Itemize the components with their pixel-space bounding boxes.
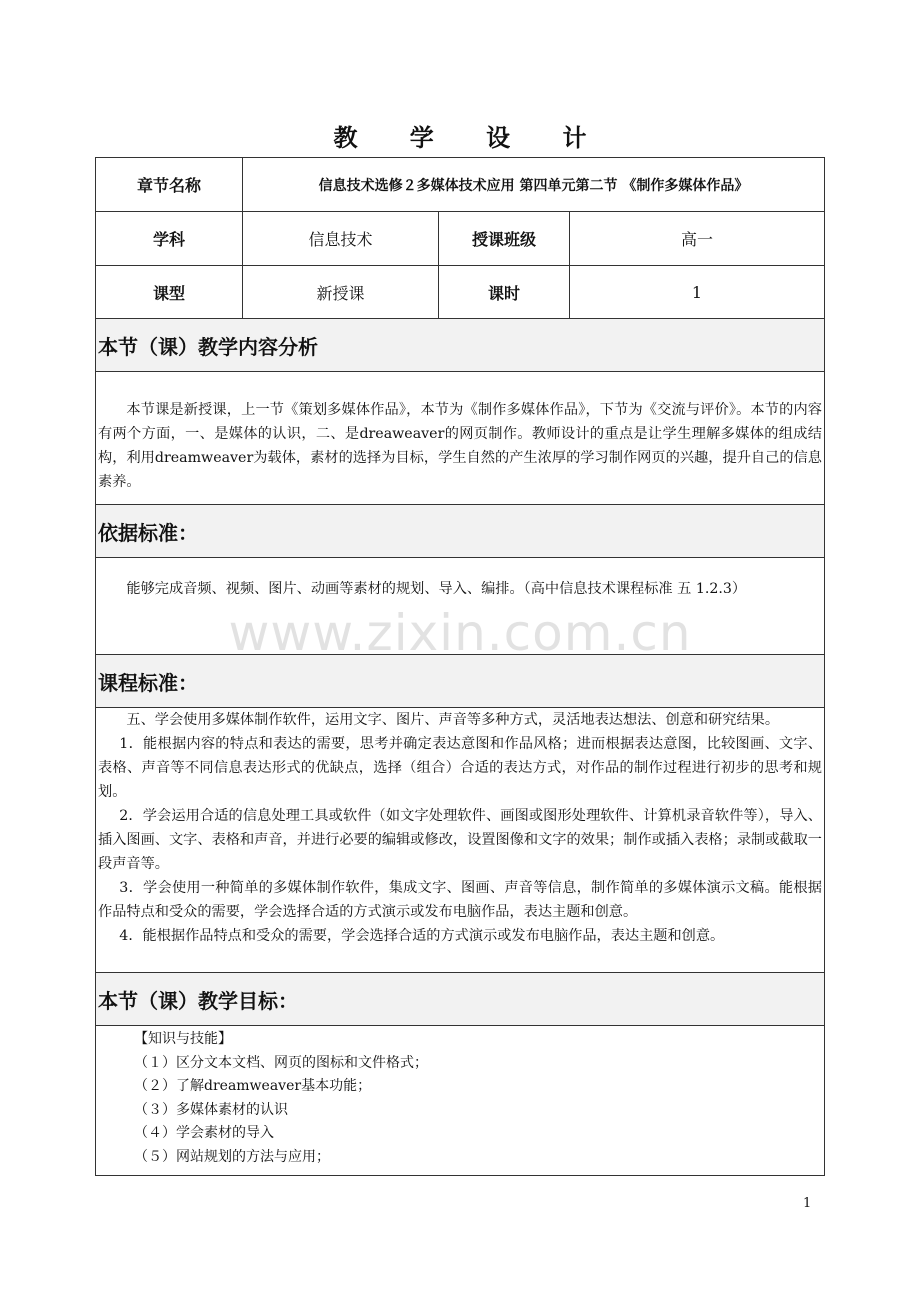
subject-label: 学科 — [96, 212, 243, 265]
subject-value: 信息技术 — [243, 212, 439, 265]
objective-item: （３）多媒体素材的认识 — [134, 1101, 288, 1118]
type-row — [96, 266, 824, 319]
objective-item: （１）区分文本文档、网页的图标和文件格式； — [134, 1054, 428, 1071]
objectives-subheading: 【知识与技能】 — [134, 1031, 232, 1047]
objective-item: （４）学会素材的导入 — [134, 1125, 274, 1141]
objective-item: （５）网站规划的方法与应用； — [134, 1148, 330, 1165]
basis-heading: 依据标准： — [96, 505, 824, 558]
content-analysis-text: 本节课是新授课，上一节《策划多媒体作品》，本节为《制作多媒体作品》，下节为《交流与评价》。本节的内容有两个方面，一、是媒体的认识，二、是dreaweaver的网页制作。教师设计的重点是让学生理解多媒体的组成结构，利用dreamweaver为载体，素材的选择为目标，学生自然的产生浓厚的学习制作网页的兴趣，提升自己的信息素养。 — [98, 402, 822, 490]
subject-row — [96, 212, 824, 266]
standard-paragraph: 3．学会使用一种简单的多媒体制作软件，集成文字、图画、声音等信息，制作简单的多媒体演示文稿。能根据作品特点和受众的需要，学会选择合适的方式演示或发布电脑作品，表达主题和创意。 — [98, 880, 822, 920]
lesson-plan-table — [95, 157, 825, 1176]
document-title: 教 学 设 计 — [333, 124, 609, 152]
curriculum-standard-body — [96, 708, 824, 973]
chapter-value: 信息技术选修２多媒体技术应用 第四单元第二节 《制作多媒体作品》 — [318, 177, 749, 194]
hours-label: 课时 — [439, 266, 570, 318]
curriculum-standard-heading: 课程标准： — [96, 655, 824, 708]
objectives-heading: 本节（课）教学目标： — [96, 973, 824, 1026]
content-analysis-body — [96, 372, 824, 505]
hours-value: 1 — [691, 282, 703, 302]
standard-paragraph: 1．能根据内容的特点和表达的需要，思考并确定表达意图和作品风格；进而根据表达意图，比较图画、文字、表格、声音等不同信息表达形式的优缺点，选择（组合）合适的表达方式，对作品的制作过程进行初步的思考和规划。 — [98, 736, 822, 800]
basis-body — [96, 558, 824, 655]
standard-paragraph: 4．能根据作品特点和受众的需要，学会选择合适的方式演示或发布电脑作品，表达主题和创意。 — [119, 928, 725, 944]
page-number: 1 — [803, 1196, 812, 1211]
basis-text: 能够完成音频、视频、图片、动画等素材的规划、导入、编排。（高中信息技术课程标准 五 1.2.3） — [126, 581, 747, 597]
chapter-row — [96, 158, 824, 212]
class-label: 授课班级 — [439, 212, 570, 265]
class-value: 高一 — [680, 230, 713, 249]
objectives-list — [98, 1028, 822, 1169]
content-analysis-heading: 本节（课）教学内容分析 — [96, 319, 824, 372]
watermark-text: www.zixin.com.cn — [228, 604, 692, 662]
objective-item: （２）了解dreamweaver基本功能； — [134, 1078, 372, 1094]
standard-paragraph: 2．学会运用合适的信息处理工具或软件（如文字处理软件、画图或图形处理软件、计算机录音软件等），导入、插入图画、文字、表格和声音，并进行必要的编辑或修改，设置图像和文字的效果；制作或插入表格；录制或截取一段声音等。 — [98, 808, 822, 872]
chapter-label: 章节名称 — [96, 158, 243, 211]
standard-paragraph: 五、学会使用多媒体制作软件，运用文字、图片、声音等多种方式，灵活地表达想法、创意和研究结果。 — [126, 712, 780, 728]
objectives-body — [96, 1026, 824, 1176]
type-value: 新授课 — [243, 266, 439, 318]
type-label: 课型 — [96, 266, 243, 318]
